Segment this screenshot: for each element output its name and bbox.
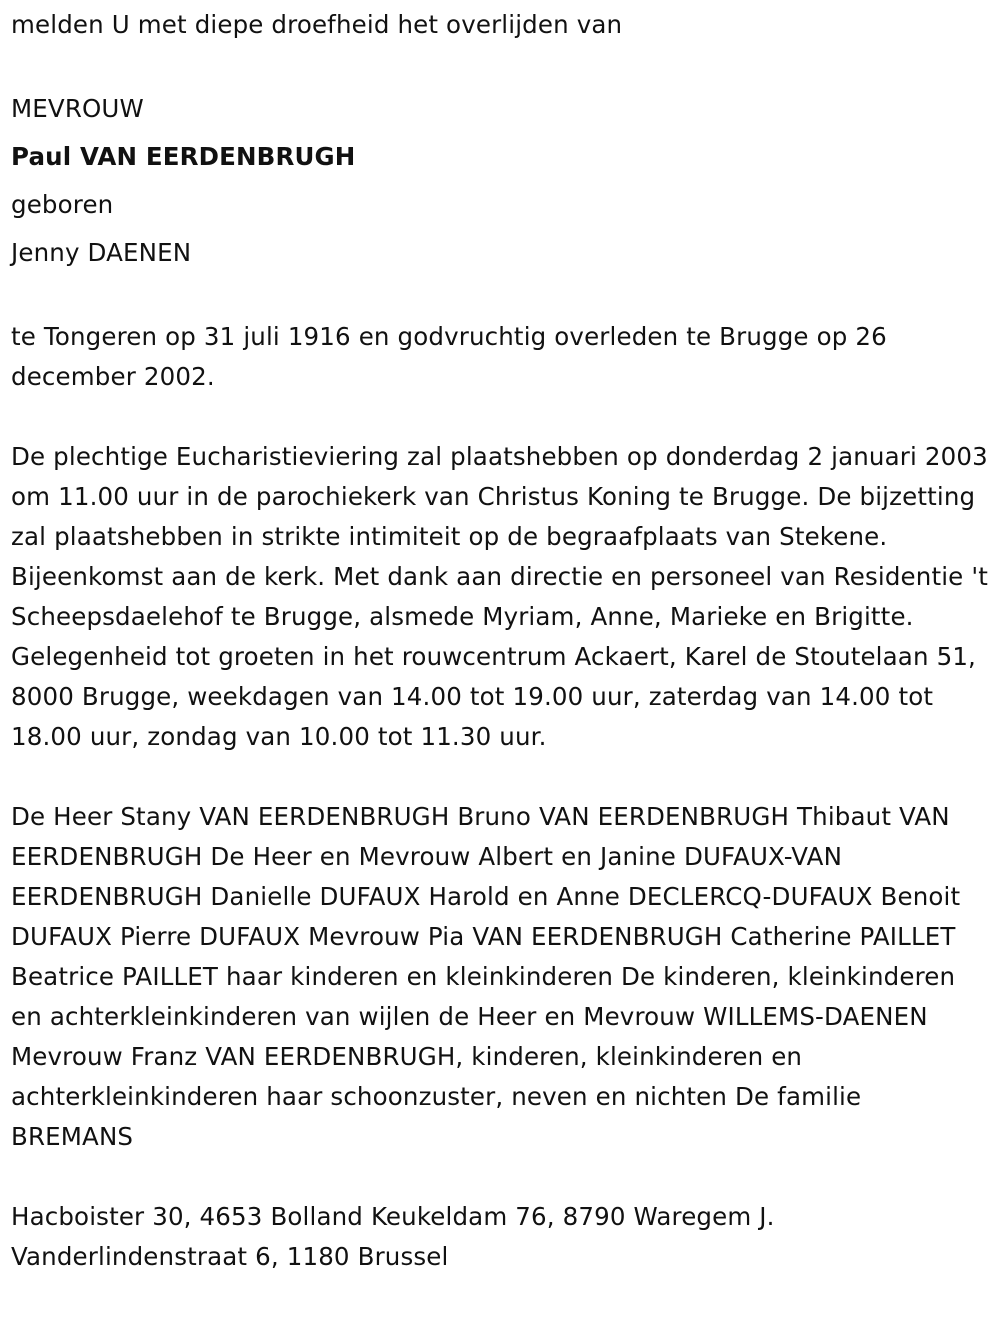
family-paragraph: De Heer Stany VAN EERDENBRUGH Bruno VAN EERDENBRUGH Thibaut VAN EERDENBRUGH De Heer en Mevrouw Albert en Janine DUFAUX-VAN EERDENBRUGH Danielle DUFAUX Harold en Anne DECLERCQ-DUFAUX Benoit DUFAUX Pierre DUFAUX Mevrouw Pia VAN EERDENBRUGH Catherine PAILLET Beatrice PAILLET haar kinderen en kleinkinderen De kinderen, kleinkinderen en achterkleinkinderen van wijlen de Heer en Mevrouw WILLEMS-DAENEN Mevrouw Franz VAN EERDENBRUGH, kinderen, kleinkinderen en achterkleinkinderen haar schoonzuster, neven en nichten De familie BREMANS bbox=[11, 802, 961, 1151]
spacer bbox=[11, 757, 989, 797]
born-label: geboren bbox=[11, 190, 114, 219]
addresses-paragraph: Hacboister 30, 4653 Bolland Keukeldam 76, 8790 Waregem J. Vanderlindenstraat 6, 1180 Brussel bbox=[11, 1202, 775, 1271]
obituary-document bbox=[11, 0, 989, 1277]
maiden-name: Jenny DAENEN bbox=[11, 238, 192, 267]
spacer bbox=[11, 45, 989, 85]
intro-text: melden U met diepe droefheid het overlijden van bbox=[11, 10, 623, 39]
ceremony-paragraph: De plechtige Eucharistieviering zal plaatshebben op donderdag 2 januari 2003 om 11.00 uur in de parochiekerk van Christus Koning te Brugge. De bijzetting zal plaatshebben in strikte intimiteit op de begraafplaats van Stekene. Bijeenkomst aan de kerk. Met dank aan directie en personeel van Residentie 't Scheepsdaelehof te Brugge, alsmede Myriam, Anne, Marieke en Brigitte. Gelegenheid tot groeten in het rouwcentrum Ackaert, Karel de Stoutelaan 51, 8000 Brugge, weekdagen van 14.00 tot 19.00 uur, zaterdag van 14.00 tot 18.00 uur, zondag van 10.00 tot 11.30 uur. bbox=[11, 442, 988, 751]
spacer bbox=[11, 277, 989, 317]
spacer bbox=[11, 1157, 989, 1197]
deceased-husband-name: Paul VAN EERDENBRUGH bbox=[11, 142, 356, 171]
salutation: MEVROUW bbox=[11, 94, 144, 123]
spacer bbox=[11, 397, 989, 437]
birth-death-paragraph: te Tongeren op 31 juli 1916 en godvruchtig overleden te Brugge op 26 december 2002. bbox=[11, 322, 887, 391]
